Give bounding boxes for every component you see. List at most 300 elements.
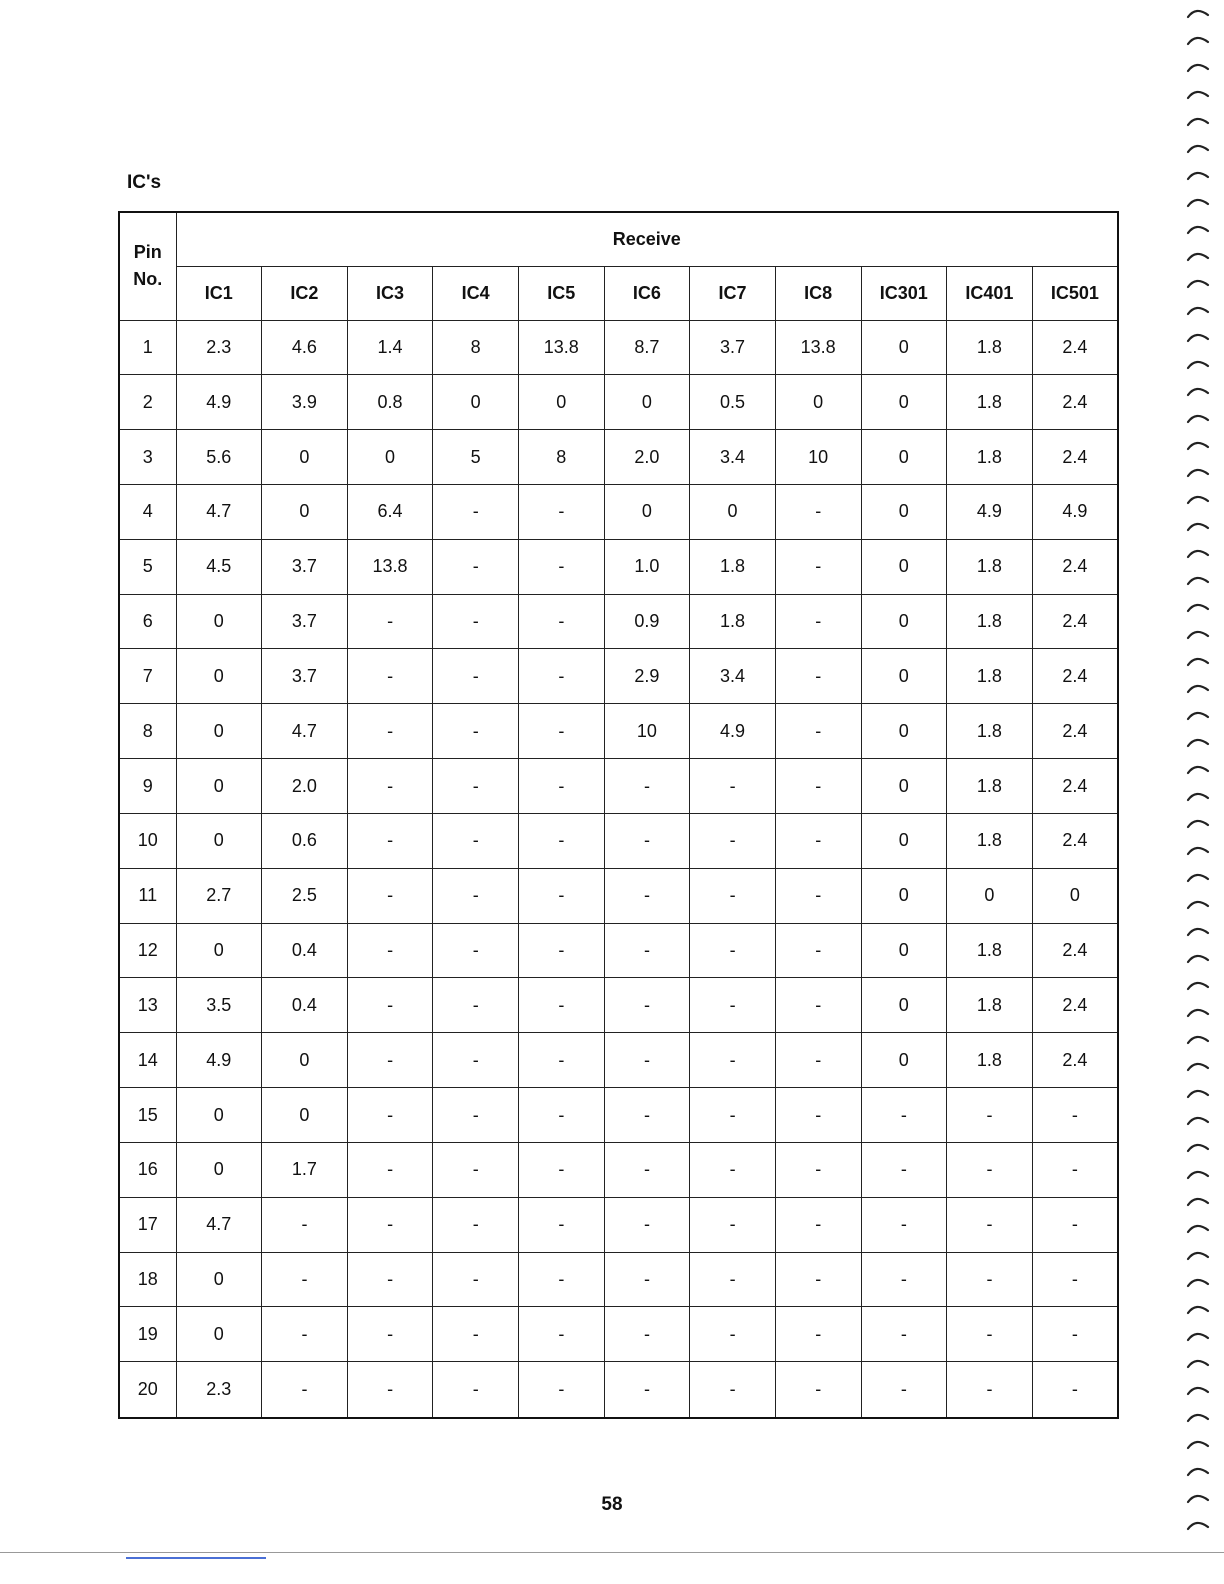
voltage-cell: -	[690, 1362, 776, 1418]
binding-ring	[1188, 173, 1208, 179]
voltage-cell: 2.4	[1032, 430, 1118, 485]
voltage-cell: 0	[262, 1088, 348, 1143]
voltage-cell: 4.9	[176, 375, 262, 430]
pin-number-cell: 7	[119, 649, 176, 704]
voltage-cell: 0	[861, 813, 947, 868]
voltage-cell: 0	[690, 484, 776, 539]
voltage-cell: 0	[519, 375, 605, 430]
binding-ring	[1188, 38, 1208, 44]
table-row	[119, 759, 1118, 814]
pin-number-cell: 15	[119, 1088, 176, 1143]
voltage-cell: -	[519, 704, 605, 759]
voltage-cell: 2.4	[1032, 1033, 1118, 1088]
voltage-cell: 1.7	[262, 1142, 348, 1197]
receive-group-header: Receive	[176, 212, 1118, 266]
binding-ring	[1188, 497, 1208, 503]
binding-ring	[1188, 1172, 1208, 1178]
page-number: 58	[601, 1494, 623, 1515]
voltage-cell: 1.4	[347, 320, 433, 375]
voltage-cell: -	[604, 1033, 690, 1088]
binding-ring	[1188, 416, 1208, 422]
voltage-cell: 0	[347, 430, 433, 485]
pin-number-cell: 14	[119, 1033, 176, 1088]
voltage-cell: 0	[861, 923, 947, 978]
pin-number-cell: 16	[119, 1142, 176, 1197]
voltage-cell: 1.8	[947, 704, 1033, 759]
pin-number-cell: 10	[119, 813, 176, 868]
voltage-cell: 1.8	[947, 978, 1033, 1033]
column-header-row	[119, 266, 1118, 320]
voltage-cell: -	[604, 1307, 690, 1362]
voltage-cell: -	[1032, 1307, 1118, 1362]
table-row	[119, 978, 1118, 1033]
voltage-cell: -	[519, 813, 605, 868]
column-header-ic7: IC7	[690, 266, 776, 320]
binding-ring	[1188, 1064, 1208, 1070]
table-row	[119, 594, 1118, 649]
voltage-cell: 10	[775, 430, 861, 485]
voltage-cell: 0	[947, 868, 1033, 923]
voltage-cell: 1.8	[947, 923, 1033, 978]
binding-ring	[1188, 1118, 1208, 1124]
table-row	[119, 923, 1118, 978]
voltage-cell: 2.7	[176, 868, 262, 923]
voltage-cell: 4.9	[947, 484, 1033, 539]
table-row	[119, 1362, 1118, 1418]
binding-ring	[1188, 983, 1208, 989]
voltage-cell: -	[604, 923, 690, 978]
binding-ring	[1188, 848, 1208, 854]
binding-ring	[1188, 956, 1208, 962]
voltage-cell: 10	[604, 704, 690, 759]
voltage-cell: -	[519, 484, 605, 539]
table-row	[119, 649, 1118, 704]
pin-number-cell: 20	[119, 1362, 176, 1418]
binding-ring	[1188, 1253, 1208, 1259]
voltage-cell: -	[775, 759, 861, 814]
voltage-cell: -	[347, 868, 433, 923]
voltage-cell: -	[690, 868, 776, 923]
voltage-cell: 3.7	[262, 594, 348, 649]
column-header-ic301: IC301	[861, 266, 947, 320]
voltage-cell: 3.5	[176, 978, 262, 1033]
voltage-cell: -	[433, 1362, 519, 1418]
table-row	[119, 1033, 1118, 1088]
voltage-cell: -	[433, 1307, 519, 1362]
voltage-cell: -	[690, 1197, 776, 1252]
voltage-cell: 3.7	[262, 649, 348, 704]
binding-ring	[1188, 1199, 1208, 1205]
voltage-cell: -	[433, 594, 519, 649]
voltage-cell: 0	[176, 759, 262, 814]
voltage-cell: -	[775, 923, 861, 978]
voltage-cell: -	[1032, 1197, 1118, 1252]
voltage-cell: -	[347, 923, 433, 978]
binding-ring	[1188, 335, 1208, 341]
binding-ring	[1188, 821, 1208, 827]
voltage-cell: 1.0	[604, 539, 690, 594]
voltage-cell: -	[775, 539, 861, 594]
voltage-table	[118, 211, 1119, 1419]
voltage-cell: -	[604, 868, 690, 923]
table-row	[119, 484, 1118, 539]
voltage-cell: -	[347, 704, 433, 759]
voltage-cell: -	[690, 1307, 776, 1362]
voltage-cell: 8	[519, 430, 605, 485]
voltage-cell: -	[519, 649, 605, 704]
voltage-cell: 0	[861, 868, 947, 923]
table-row	[119, 320, 1118, 375]
voltage-cell: -	[690, 759, 776, 814]
binding-ring	[1188, 1415, 1208, 1421]
table-row	[119, 868, 1118, 923]
voltage-cell: -	[861, 1362, 947, 1418]
voltage-cell: 4.9	[690, 704, 776, 759]
pin-number-cell: 2	[119, 375, 176, 430]
voltage-cell: 0	[262, 484, 348, 539]
table-row	[119, 430, 1118, 485]
pin-number-cell: 12	[119, 923, 176, 978]
voltage-cell: -	[347, 1088, 433, 1143]
voltage-cell: 3.4	[690, 430, 776, 485]
voltage-cell: 0	[176, 1088, 262, 1143]
table-row	[119, 375, 1118, 430]
voltage-cell: 5.6	[176, 430, 262, 485]
binding-ring	[1188, 146, 1208, 152]
pin-number-cell: 5	[119, 539, 176, 594]
voltage-cell: 0	[176, 649, 262, 704]
spiral-binding	[1182, 0, 1216, 1540]
pin-number-cell: 8	[119, 704, 176, 759]
voltage-cell: -	[775, 1307, 861, 1362]
voltage-cell: -	[775, 1252, 861, 1307]
voltage-cell: -	[347, 813, 433, 868]
voltage-cell: -	[947, 1307, 1033, 1362]
voltage-cell: 13.8	[775, 320, 861, 375]
voltage-cell: -	[347, 1252, 433, 1307]
voltage-cell: -	[604, 978, 690, 1033]
voltage-cell: -	[433, 1088, 519, 1143]
voltage-cell: 2.4	[1032, 375, 1118, 430]
voltage-cell: 0	[861, 1033, 947, 1088]
voltage-cell: 0.4	[262, 923, 348, 978]
voltage-cell: 0	[861, 704, 947, 759]
voltage-cell: 0	[861, 430, 947, 485]
voltage-cell: -	[433, 1197, 519, 1252]
binding-ring	[1188, 227, 1208, 233]
voltage-cell: -	[347, 1362, 433, 1418]
binding-ring	[1188, 1280, 1208, 1286]
voltage-cell: 1.8	[947, 539, 1033, 594]
voltage-cell: 2.5	[262, 868, 348, 923]
voltage-cell: -	[775, 649, 861, 704]
voltage-cell: 2.4	[1032, 320, 1118, 375]
voltage-cell: 0	[176, 1142, 262, 1197]
voltage-cell: -	[347, 759, 433, 814]
voltage-cell: 0	[861, 539, 947, 594]
voltage-cell: -	[1032, 1142, 1118, 1197]
voltage-cell: -	[519, 1033, 605, 1088]
table-row	[119, 1252, 1118, 1307]
voltage-cell: -	[433, 1252, 519, 1307]
voltage-cell: 2.4	[1032, 978, 1118, 1033]
binding-ring	[1188, 1496, 1208, 1502]
voltage-cell: -	[604, 1088, 690, 1143]
table-row	[119, 1197, 1118, 1252]
voltage-cell: -	[433, 704, 519, 759]
bottom-rule	[0, 1552, 1224, 1553]
voltage-cell: 0.8	[347, 375, 433, 430]
binding-ring	[1188, 767, 1208, 773]
binding-ring	[1188, 713, 1208, 719]
binding-ring	[1188, 1334, 1208, 1340]
binding-ring	[1188, 578, 1208, 584]
column-header-ic6: IC6	[604, 266, 690, 320]
pin-number-header: Pin No.	[119, 212, 176, 320]
voltage-cell: -	[775, 1142, 861, 1197]
voltage-cell: -	[433, 923, 519, 978]
table-row	[119, 1307, 1118, 1362]
column-header-ic3: IC3	[347, 266, 433, 320]
binding-ring	[1188, 389, 1208, 395]
binding-ring	[1188, 11, 1208, 17]
voltage-cell: 3.7	[262, 539, 348, 594]
voltage-cell: -	[347, 1142, 433, 1197]
table-body	[119, 320, 1118, 1418]
voltage-cell: 3.7	[690, 320, 776, 375]
voltage-cell: 2.4	[1032, 704, 1118, 759]
voltage-cell: 0.5	[690, 375, 776, 430]
column-header-ic401: IC401	[947, 266, 1033, 320]
voltage-cell: -	[519, 1142, 605, 1197]
voltage-cell: -	[604, 759, 690, 814]
voltage-cell: -	[1032, 1362, 1118, 1418]
column-header-ic501: IC501	[1032, 266, 1118, 320]
voltage-cell: -	[775, 1033, 861, 1088]
voltage-cell: 0.4	[262, 978, 348, 1033]
column-header-ic2: IC2	[262, 266, 348, 320]
voltage-cell: 0	[433, 375, 519, 430]
voltage-cell: -	[947, 1197, 1033, 1252]
column-header-ic5: IC5	[519, 266, 605, 320]
voltage-cell: -	[347, 594, 433, 649]
voltage-cell: -	[347, 649, 433, 704]
pin-number-cell: 11	[119, 868, 176, 923]
voltage-cell: -	[347, 1307, 433, 1362]
voltage-cell: 5	[433, 430, 519, 485]
voltage-cell: -	[604, 1197, 690, 1252]
voltage-cell: 0	[604, 375, 690, 430]
voltage-cell: -	[861, 1252, 947, 1307]
voltage-cell: -	[519, 539, 605, 594]
voltage-cell: 0	[176, 1252, 262, 1307]
voltage-cell: -	[604, 1362, 690, 1418]
binding-ring	[1188, 1226, 1208, 1232]
voltage-cell: 0.6	[262, 813, 348, 868]
voltage-cell: -	[433, 868, 519, 923]
column-header-ic8: IC8	[775, 266, 861, 320]
voltage-cell: 13.8	[347, 539, 433, 594]
voltage-cell: -	[861, 1088, 947, 1143]
voltage-cell: 1.8	[690, 594, 776, 649]
voltage-cell: -	[775, 1088, 861, 1143]
pin-number-cell: 3	[119, 430, 176, 485]
voltage-cell: -	[262, 1197, 348, 1252]
voltage-cell: 0	[176, 923, 262, 978]
voltage-cell: -	[690, 978, 776, 1033]
column-header-ic1: IC1	[176, 266, 262, 320]
voltage-cell: 1.8	[947, 320, 1033, 375]
binding-ring	[1188, 659, 1208, 665]
voltage-cell: 1.8	[947, 813, 1033, 868]
voltage-cell: 2.4	[1032, 923, 1118, 978]
voltage-cell: 1.8	[947, 759, 1033, 814]
binding-ring	[1188, 362, 1208, 368]
voltage-cell: 0.9	[604, 594, 690, 649]
voltage-cell: 2.4	[1032, 539, 1118, 594]
binding-ring	[1188, 686, 1208, 692]
voltage-cell: -	[604, 1252, 690, 1307]
voltage-cell: 0	[861, 320, 947, 375]
binding-ring	[1188, 551, 1208, 557]
voltage-cell: 2.9	[604, 649, 690, 704]
binding-ring	[1188, 605, 1208, 611]
voltage-cell: -	[690, 813, 776, 868]
voltage-cell: -	[519, 1197, 605, 1252]
binding-ring	[1188, 794, 1208, 800]
voltage-cell: -	[947, 1088, 1033, 1143]
binding-ring	[1188, 740, 1208, 746]
voltage-cell: -	[1032, 1252, 1118, 1307]
voltage-cell: -	[775, 1362, 861, 1418]
pin-number-cell: 6	[119, 594, 176, 649]
pin-number-cell: 17	[119, 1197, 176, 1252]
voltage-cell: -	[1032, 1088, 1118, 1143]
voltage-cell: -	[604, 813, 690, 868]
binding-ring	[1188, 1388, 1208, 1394]
voltage-cell: 2.3	[176, 1362, 262, 1418]
binding-ring	[1188, 929, 1208, 935]
column-header-ic4: IC4	[433, 266, 519, 320]
voltage-cell: -	[262, 1252, 348, 1307]
voltage-cell: 0	[262, 430, 348, 485]
voltage-cell: -	[947, 1252, 1033, 1307]
voltage-cell: -	[519, 1252, 605, 1307]
voltage-cell: -	[519, 759, 605, 814]
voltage-cell: -	[519, 978, 605, 1033]
voltage-cell: -	[433, 1142, 519, 1197]
binding-ring	[1188, 1361, 1208, 1367]
section-title: IC's	[127, 172, 162, 193]
binding-ring	[1188, 470, 1208, 476]
voltage-cell: 0	[176, 1307, 262, 1362]
voltage-cell: -	[433, 759, 519, 814]
pin-number-cell: 9	[119, 759, 176, 814]
voltage-cell: -	[433, 813, 519, 868]
voltage-cell: -	[519, 923, 605, 978]
voltage-cell: 4.7	[262, 704, 348, 759]
voltage-cell: 2.4	[1032, 759, 1118, 814]
voltage-cell: 2.0	[262, 759, 348, 814]
voltage-cell: 6.4	[347, 484, 433, 539]
table-row	[119, 704, 1118, 759]
voltage-cell: 1.8	[947, 594, 1033, 649]
binding-ring	[1188, 875, 1208, 881]
voltage-cell: 4.7	[176, 1197, 262, 1252]
voltage-cell: 4.9	[176, 1033, 262, 1088]
binding-ring	[1188, 281, 1208, 287]
binding-ring	[1188, 524, 1208, 530]
voltage-cell: -	[433, 484, 519, 539]
binding-ring	[1188, 308, 1208, 314]
voltage-cell: -	[433, 539, 519, 594]
voltage-cell: -	[947, 1142, 1033, 1197]
voltage-cell: 0	[176, 704, 262, 759]
voltage-cell: 0	[861, 484, 947, 539]
voltage-cell: -	[433, 649, 519, 704]
binding-ring	[1188, 902, 1208, 908]
binding-ring	[1188, 1307, 1208, 1313]
binding-ring	[1188, 1091, 1208, 1097]
pin-number-cell: 1	[119, 320, 176, 375]
voltage-cell: -	[690, 1252, 776, 1307]
pin-number-cell: 19	[119, 1307, 176, 1362]
binding-ring	[1188, 443, 1208, 449]
voltage-cell: 0	[262, 1033, 348, 1088]
voltage-cell: -	[775, 594, 861, 649]
voltage-cell: -	[347, 1033, 433, 1088]
binding-ring	[1188, 1442, 1208, 1448]
voltage-cell: 0	[176, 594, 262, 649]
voltage-cell: -	[775, 1197, 861, 1252]
voltage-cell: -	[690, 923, 776, 978]
table-row	[119, 539, 1118, 594]
voltage-cell: 2.4	[1032, 649, 1118, 704]
voltage-cell: -	[519, 1088, 605, 1143]
voltage-cell: 0	[1032, 868, 1118, 923]
voltage-cell: -	[519, 1307, 605, 1362]
voltage-cell: 0	[775, 375, 861, 430]
voltage-cell: -	[861, 1142, 947, 1197]
pin-number-cell: 13	[119, 978, 176, 1033]
binding-ring	[1188, 119, 1208, 125]
binding-ring	[1188, 254, 1208, 260]
voltage-cell: 2.0	[604, 430, 690, 485]
voltage-cell: 4.7	[176, 484, 262, 539]
voltage-cell: 0	[861, 594, 947, 649]
voltage-cell: -	[347, 1197, 433, 1252]
voltage-cell: -	[262, 1307, 348, 1362]
voltage-cell: -	[861, 1197, 947, 1252]
voltage-cell: 2.4	[1032, 813, 1118, 868]
voltage-cell: 2.4	[1032, 594, 1118, 649]
voltage-cell: -	[433, 1033, 519, 1088]
voltage-cell: 0	[604, 484, 690, 539]
binding-ring	[1188, 1037, 1208, 1043]
voltage-cell: -	[775, 704, 861, 759]
voltage-cell: -	[690, 1088, 776, 1143]
table-row	[119, 1142, 1118, 1197]
voltage-cell: 4.6	[262, 320, 348, 375]
binding-ring	[1188, 1010, 1208, 1016]
voltage-cell: 2.3	[176, 320, 262, 375]
voltage-cell: -	[690, 1033, 776, 1088]
voltage-cell: 4.5	[176, 539, 262, 594]
binding-ring	[1188, 65, 1208, 71]
bottom-tab-mark	[126, 1557, 266, 1559]
voltage-cell: -	[262, 1362, 348, 1418]
voltage-cell: 3.4	[690, 649, 776, 704]
